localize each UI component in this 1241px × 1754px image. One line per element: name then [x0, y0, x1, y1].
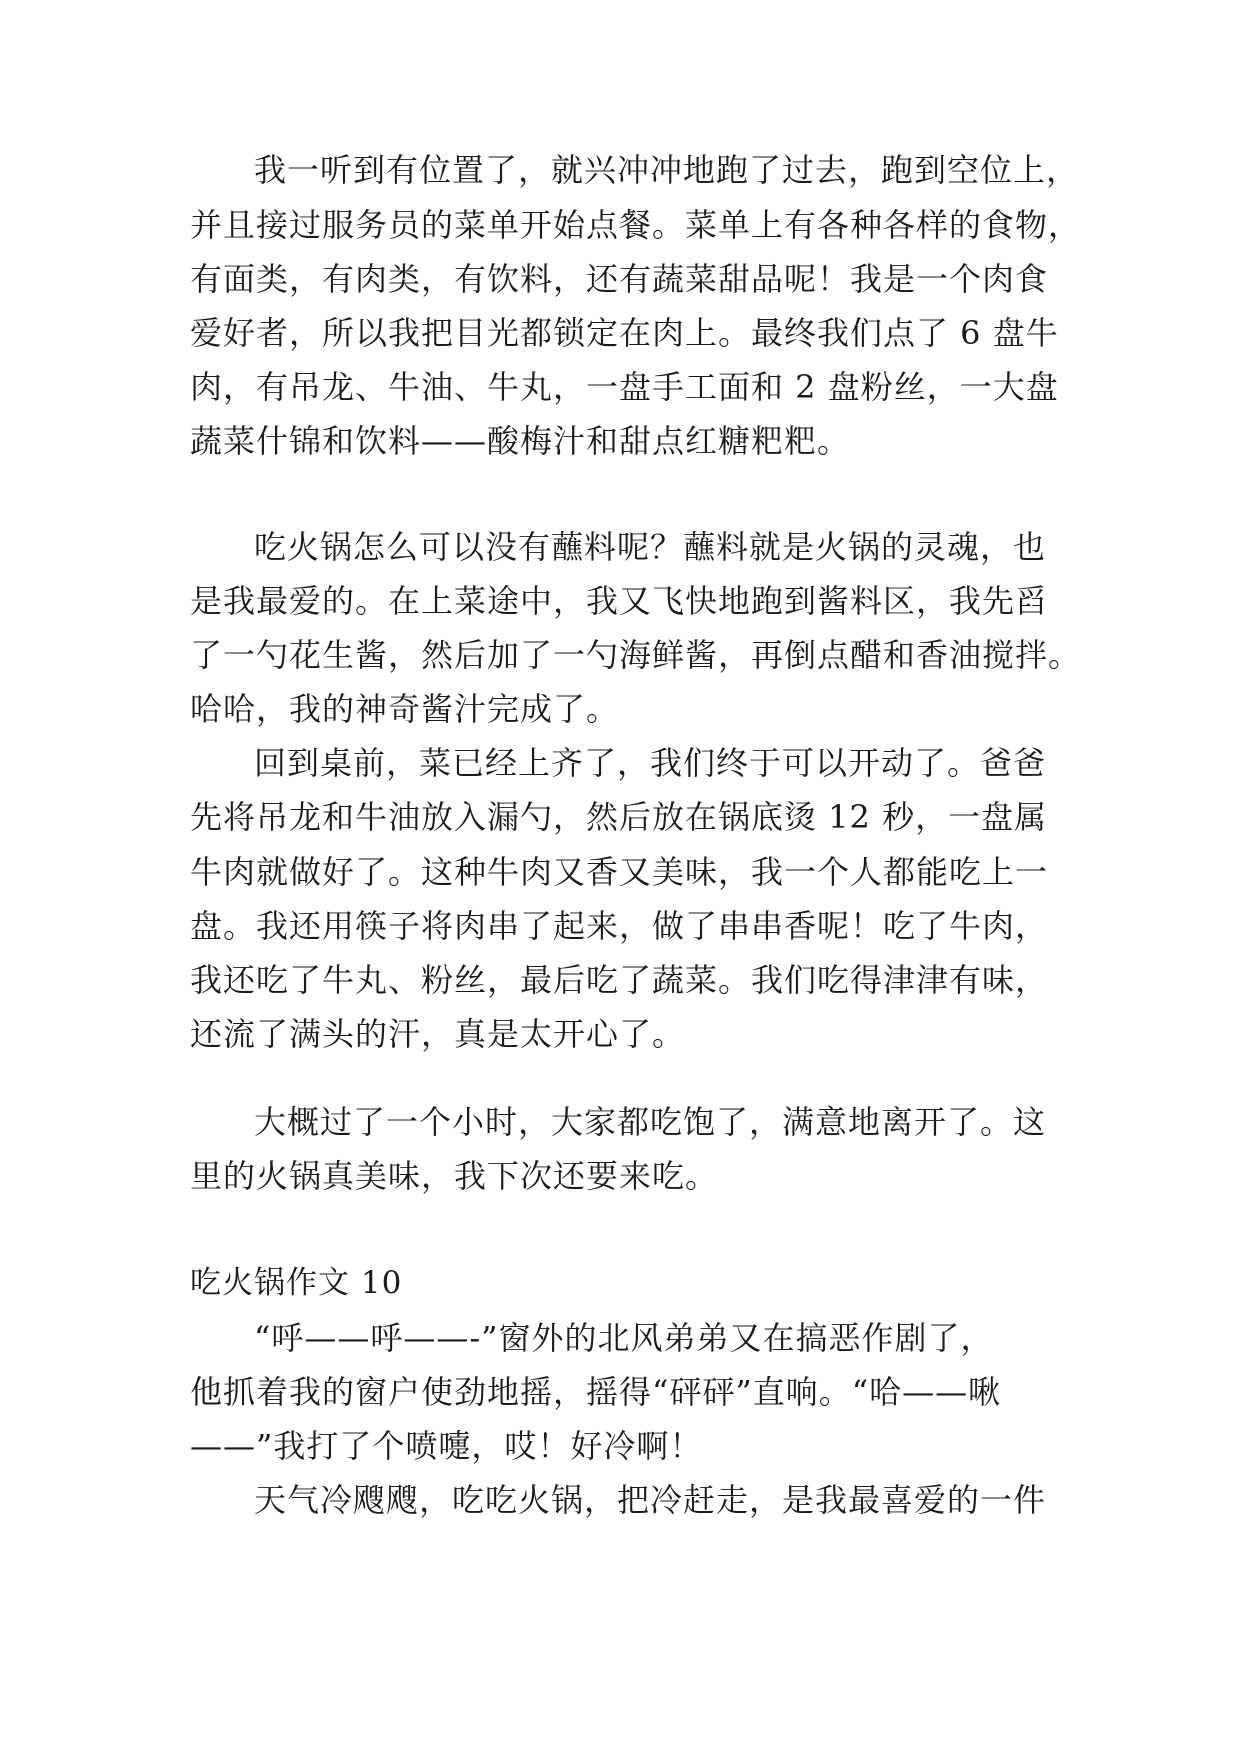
text-line: ——”我打了个喷嚏，哎！好冷啊！: [190, 1427, 703, 1465]
text-line: 大概过了一个小时，大家都吃饱了，满意地离开了。这: [254, 1103, 1047, 1141]
text-line: 他抓着我的窗户使劲地摇，摇得“砰砰”直响。“哈——啾: [190, 1373, 1002, 1411]
text-line: 回到桌前，菜已经上齐了，我们终于可以开动了。爸爸: [254, 744, 1047, 782]
text-line: “呼——呼——-”窗外的北风弟弟又在搞恶作剧了，: [254, 1319, 994, 1357]
text-line: 并且接过服务员的菜单开始点餐。菜单上有各种各样的食物，: [190, 206, 1082, 244]
text-line: 肉，有吊龙、牛油、牛丸，一盘手工面和 2 盘粉丝，一大盘: [190, 368, 1059, 406]
text-line: 了一勺花生酱，然后加了一勺海鲜酱，再倒点醋和香油搅拌。: [190, 636, 1082, 674]
text-line: 天气冷飕飕，吃吃火锅，把冷赶走，是我最喜爱的一件: [254, 1481, 1047, 1519]
text-line: 先将吊龙和牛油放入漏勺，然后放在锅底烫 12 秒，一盘属: [190, 798, 1048, 836]
section-heading: 吃火锅作文 10: [190, 1265, 403, 1301]
text-line: 还流了满头的汗，真是太开心了。: [190, 1015, 686, 1053]
text-line: 有面类，有肉类，有饮料，还有蔬菜甜品呢！我是一个肉食: [190, 260, 1049, 298]
text-line: 我一听到有位置了，就兴冲冲地跑了过去，跑到空位上，: [254, 151, 1080, 189]
text-line: 吃火锅怎么可以没有蘸料呢？蘸料就是火锅的灵魂，也: [254, 528, 1047, 566]
text-line: 盘。我还用筷子将肉串了起来，做了串串香呢！吃了牛肉，: [190, 907, 1049, 945]
text-line: 哈哈，我的神奇酱汁完成了。: [190, 690, 620, 728]
text-line: 里的火锅真美味，我下次还要来吃。: [190, 1157, 719, 1195]
text-line: 我还吃了牛丸、粉丝，最后吃了蔬菜。我们吃得津津有味，: [190, 961, 1049, 999]
text-line: 牛肉就做好了。这种牛肉又香又美味，我一个人都能吃上一: [190, 853, 1049, 891]
text-line: 是我最爱的。在上菜途中，我又飞快地跑到酱料区，我先舀: [190, 582, 1049, 620]
text-line: 爱好者，所以我把目光都锁定在肉上。最终我们点了 6 盘牛: [190, 314, 1059, 352]
text-line: 蔬菜什锦和饮料——酸梅汁和甜点红糖粑粑。: [190, 422, 851, 460]
